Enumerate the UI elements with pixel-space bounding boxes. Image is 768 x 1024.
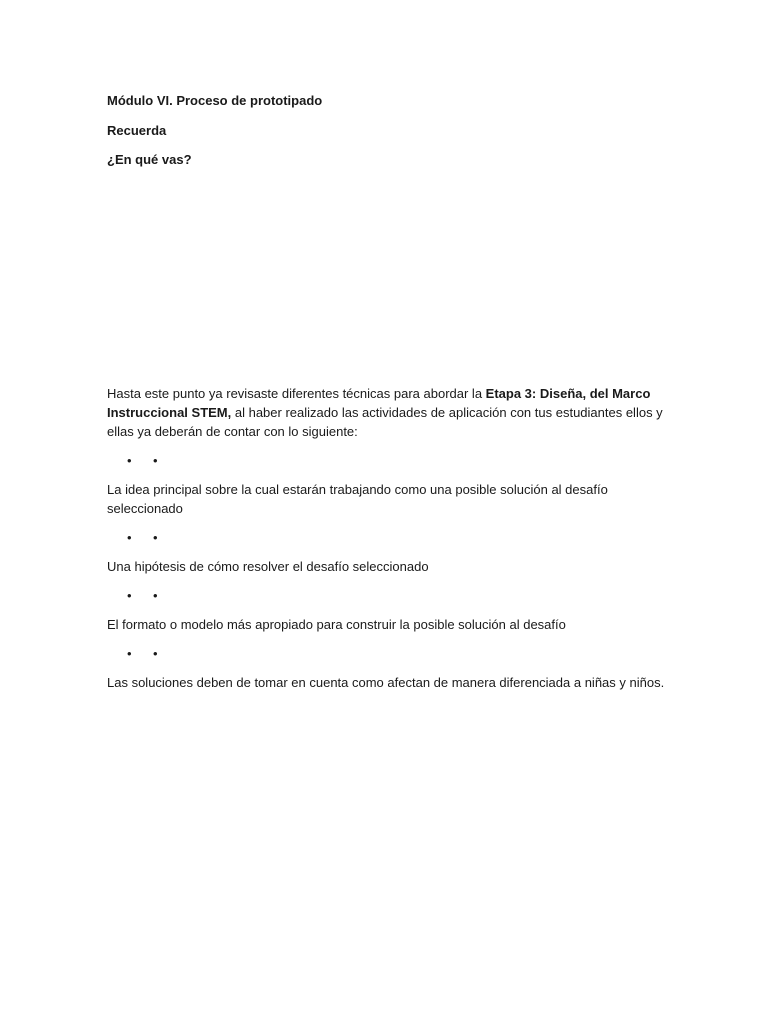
section-heading-question: ¿En qué vas? bbox=[107, 152, 192, 167]
intro-paragraph bbox=[107, 384, 667, 441]
bullet-glyph: • bbox=[127, 453, 132, 468]
intro-text-start: Hasta este punto ya revisaste diferentes técnicas para abordar la bbox=[107, 386, 486, 401]
page-title: Módulo VI. Proceso de prototipado bbox=[107, 93, 323, 108]
bullet-marker-row bbox=[127, 528, 179, 547]
bullet-marker-row bbox=[127, 644, 179, 663]
bullet-glyph: • bbox=[153, 530, 158, 545]
list-item: Las soluciones deben de tomar en cuenta como afectan de manera diferenciada a niñas y niños. bbox=[107, 675, 665, 690]
bullet-marker-row bbox=[127, 586, 179, 605]
bullet-glyph: • bbox=[153, 646, 158, 661]
bullet-glyph: • bbox=[127, 646, 132, 661]
list-item: El formato o modelo más apropiado para construir la posible solución al desafío bbox=[107, 617, 566, 632]
bullet-glyph: • bbox=[127, 530, 132, 545]
intro-text-bold: Etapa 3: Diseña, del Marco Instruccional STEM, bbox=[107, 386, 651, 420]
intro-text-end: al haber realizado las actividades de aplicación con tus estudiantes ellos y ellas ya deberán de contar con lo siguiente: bbox=[107, 405, 663, 439]
bullet-glyph: • bbox=[127, 588, 132, 603]
bullet-glyph: • bbox=[153, 588, 158, 603]
list-item: Una hipótesis de cómo resolver el desafío seleccionado bbox=[107, 559, 429, 574]
section-heading-recuerda: Recuerda bbox=[107, 123, 167, 138]
list-item: La idea principal sobre la cual estarán trabajando como una posible solución al desafío seleccionado bbox=[107, 482, 608, 516]
bullet-glyph: • bbox=[153, 453, 158, 468]
bullet-marker-row bbox=[127, 451, 179, 470]
